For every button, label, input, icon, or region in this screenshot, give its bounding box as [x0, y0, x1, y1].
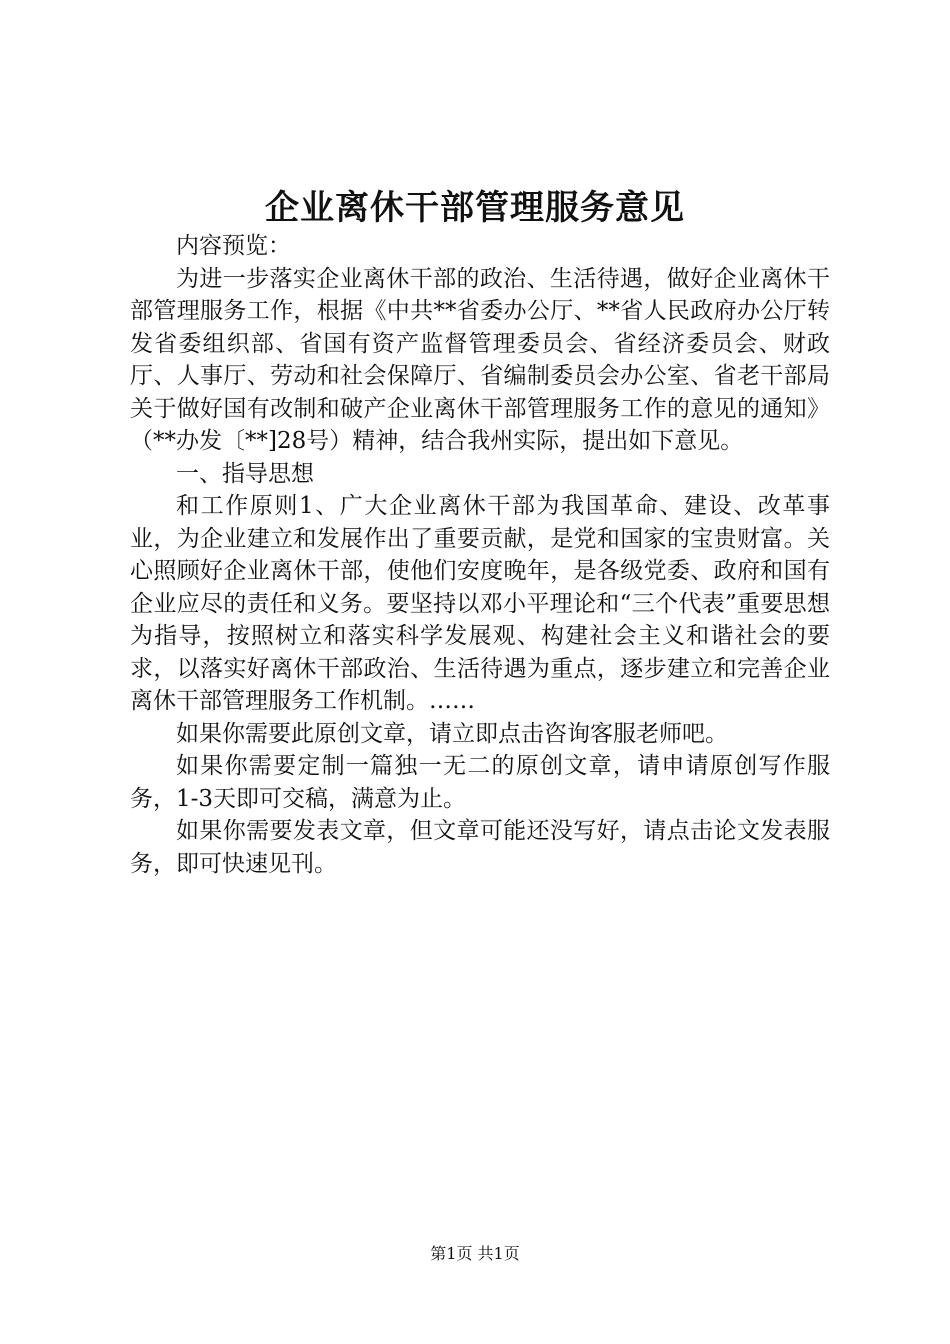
document-body	[130, 230, 830, 880]
custom-writing-paragraph[interactable]: 如果你需要定制一篇独一无二的原创文章，请申请原创写作服务，1-3天即可交稿，满意为止。	[130, 753, 830, 812]
intro-paragraph: 为进一步落实企业离休干部的政治、生活待遇，做好企业离休干部管理服务工作，根据《中共**省委办公厅、**省人民政府办公厅转发省委组织部、省国有资产监督管理委员会、省经济委员会、财政厅、人事厅、劳动和社会保障厅、省编制委员会办公室、省老干部局关于做好国有改制和破产企业离休干部管理服务工作的意见的通知》（**办发〔**]28号）精神，结合我州实际，提出如下意见。	[130, 265, 830, 454]
document-title: 企业离休干部管理服务意见	[265, 188, 685, 228]
preview-label: 内容预览：	[176, 233, 291, 259]
principles-paragraph: 和工作原则1、广大企业离休干部为我国革命、建设、改革事业，为企业建立和发展作出了重要贡献，是党和国家的宝贵财富。关心照顾好企业离休干部，使他们安度晚年，是各级党委、政府和国有企业应尽的责任和义务。要坚持以邓小平理论和“三个代表”重要思想为指导，按照树立和落实科学发展观、构建社会主义和谐社会的要求，以落实好离休干部政治、生活待遇为重点，逐步建立和完善企业离休干部管理服务工作机制。……	[130, 493, 830, 714]
section-heading: 一、指导思想	[176, 460, 314, 487]
page-footer: 第1页 共1页	[430, 1244, 520, 1263]
publishing-service-paragraph[interactable]: 如果你需要发表文章，但文章可能还没写好，请点击论文发表服务，即可快速见刊。	[130, 818, 830, 877]
contact-service-paragraph[interactable]: 如果你需要此原创文章，请立即点击咨询客服老师吧。	[176, 720, 728, 747]
